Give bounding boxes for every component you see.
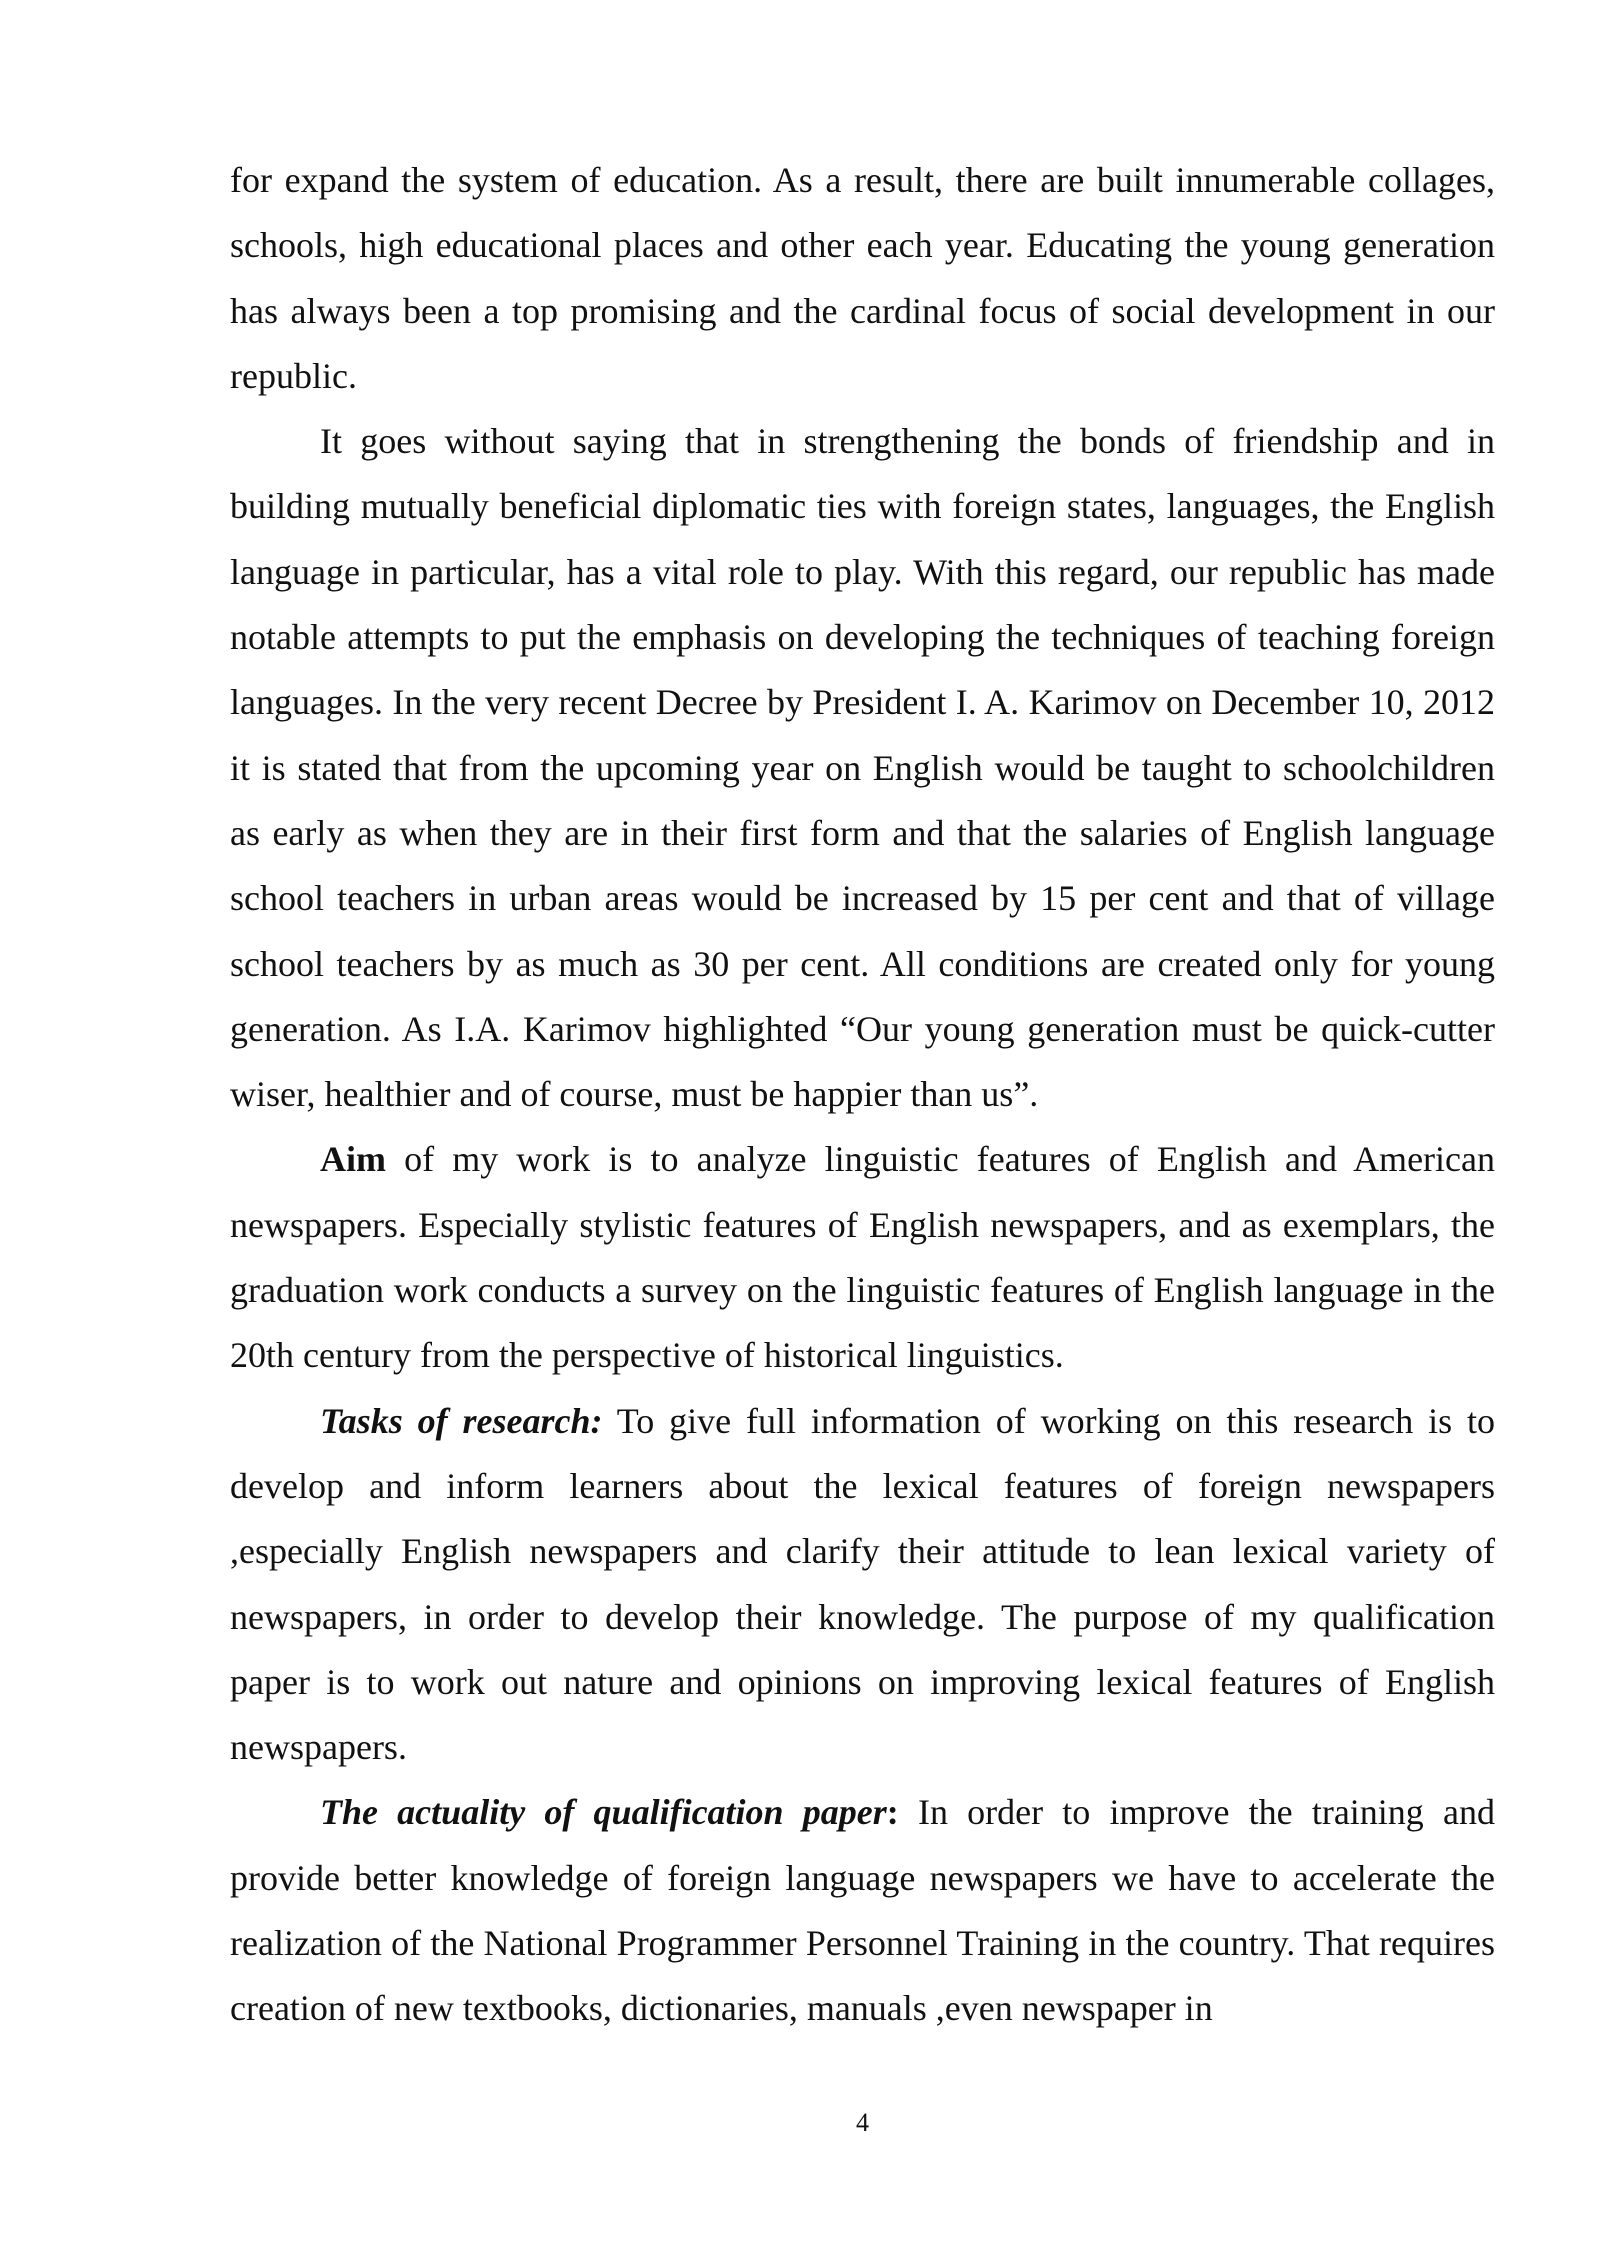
paragraph-education-intro <box>230 148 1495 409</box>
paragraph-actuality <box>230 1780 1495 2041</box>
paragraph-text: It goes without saying that in strengthening the bonds of friendship and in building mutually beneficial diplomatic ties with foreign states, languages, the English language in particular, has a vital role to play. With this regard, our republic has made notable attempts to put the emphasis on developing the techniques of teaching foreign languages. In the very recent Decree by President I. A. Karimov on December 10, 2012 it is stated that from the upcoming year on English would be taught to schoolchildren as early as when they are in their first form and that the salaries of English language school teachers in urban areas would be increased by 15 per cent and that of village school teachers by as much as 30 per cent. All conditions are created only for young generation. As I.A. Karimov highlighted “Our young generation must be quick-cutter wiser, healthier and of course, must be happier than us”. <box>230 421 1495 1115</box>
paragraph-tasks <box>230 1389 1495 1781</box>
actuality-heading: The actuality of qualification paper <box>320 1792 887 1833</box>
paragraph-english-role <box>230 409 1495 1127</box>
paragraph-text: of my work is to analyze linguistic features of English and American newspapers. Especially stylistic features of English newspapers, and as exemplars, the graduation work conducts a survey on the linguistic features of English language in the 20th century from the perspective of historical linguistics. <box>230 1139 1495 1376</box>
actuality-heading-colon: : <box>886 1792 899 1833</box>
aim-heading: Aim <box>320 1139 386 1180</box>
paragraph-text: To give full information of working on this research is to develop and inform learners about the lexical features of foreign newspapers ,especially English newspapers and clarify their attitude to lean lexical variety of newspapers, in order to develop their knowledge. The purpose of my qualification paper is to work out nature and opinions on improving lexical features of English newspapers. <box>230 1400 1495 1768</box>
body-text <box>230 148 1495 2042</box>
page-number: 4 <box>856 2108 869 2137</box>
paragraph-text: for expand the system of education. As a result, there are built innumerable collages, schools, high educational places and other each year. Educating the young generation has always been a top promising and the cardinal focus of social development in our republic. <box>230 160 1495 396</box>
paragraph-aim <box>230 1127 1495 1388</box>
tasks-heading: Tasks of research: <box>320 1400 603 1441</box>
paragraph-text: In order to improve the training and provide better knowledge of foreign language newspapers we have to accelerate the realization of the National Programmer Personnel Training in the country. That requires creation of new textbooks, dictionaries, manuals ,even newspaper in <box>230 1792 1495 2029</box>
